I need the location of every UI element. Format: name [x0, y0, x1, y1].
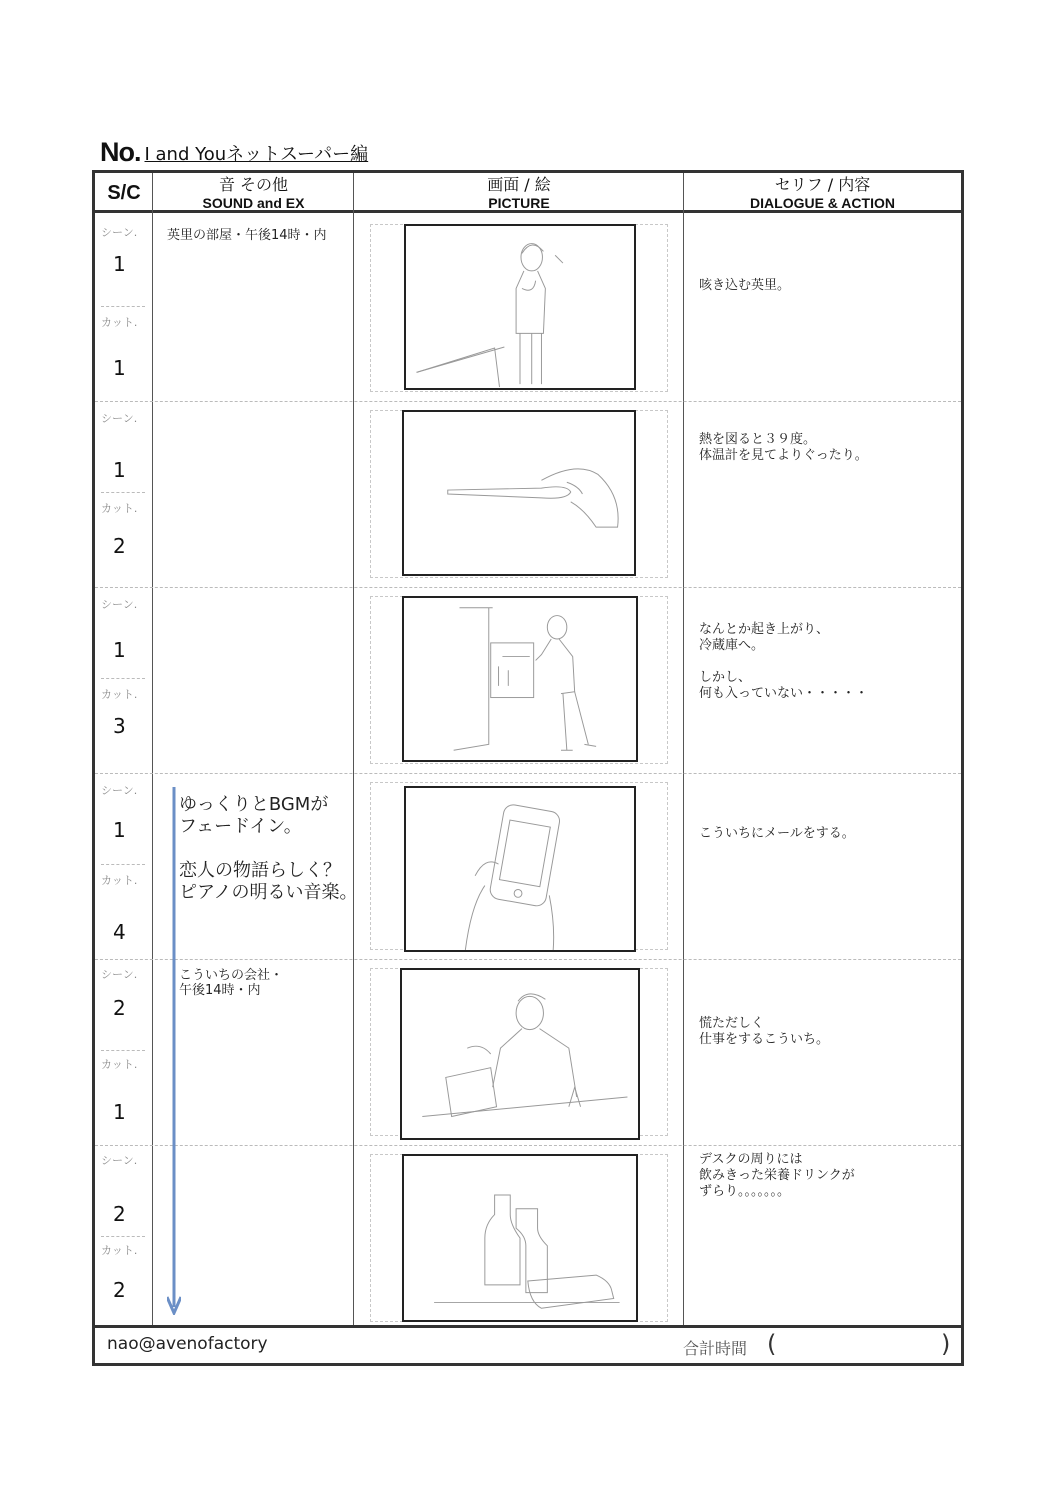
scene-number: 1 — [113, 818, 126, 842]
table-row — [95, 960, 961, 1146]
scene-number: 1 — [113, 252, 126, 276]
picture-frame — [402, 1154, 638, 1322]
sc-divider — [101, 1236, 145, 1237]
cut-label: カット. — [101, 502, 138, 515]
sketch-girl-coughing — [406, 226, 634, 388]
picture-frame — [404, 786, 636, 952]
picture-frame — [400, 968, 640, 1140]
total-time-close-paren: ) — [941, 1330, 951, 1358]
scene-number: 2 — [113, 1202, 126, 1226]
cut-label: カット. — [101, 874, 138, 887]
scene-label: シーン. — [101, 226, 138, 239]
scene-number: 1 — [113, 458, 126, 482]
project-title: I and Youネットスーパー編 — [144, 144, 369, 165]
storyboard-sheet — [92, 170, 964, 1366]
cut-number: 4 — [113, 920, 126, 944]
cut-label: カット. — [101, 316, 138, 329]
total-time-open-paren: ( — [767, 1330, 777, 1358]
scene-label: シーン. — [101, 598, 138, 611]
sketch-girl-at-fridge — [404, 598, 636, 760]
cut-number: 1 — [113, 356, 126, 380]
dialogue-text: 咳き込む英里。 — [699, 278, 791, 293]
sound-note: 英里の部屋・午後14時・内 — [167, 228, 327, 243]
dialogue-text: なんとか起き上がり、 冷蔵庫へ。 しかし、 何も入っていない・・・・・ — [699, 622, 869, 701]
table-row — [95, 216, 961, 402]
picture-frame — [402, 596, 638, 762]
header-picture-jp: 画面 / 絵 — [487, 175, 551, 194]
header-dialogue-jp: セリフ / 内容 — [774, 175, 871, 194]
storyboard-title — [100, 138, 368, 166]
dialogue-text: 熱を図ると３９度。 体温計を見てよりぐったり。 — [699, 432, 868, 463]
scene-label: シーン. — [101, 968, 138, 981]
cut-number: 2 — [113, 1278, 126, 1302]
scene-label: シーン. — [101, 784, 138, 797]
cut-label: カット. — [101, 688, 138, 701]
table-row — [95, 774, 961, 960]
scene-number: 2 — [113, 996, 126, 1020]
cut-number: 3 — [113, 714, 126, 738]
table-row — [95, 402, 961, 588]
sc-divider — [101, 306, 145, 307]
dialogue-text: デスクの周りには 飲みきった栄養ドリンクが ずらり。。。。。。。 — [699, 1152, 855, 1199]
sketch-empty-bottles — [404, 1156, 636, 1320]
author-credit: nao@avenofactory — [107, 1334, 268, 1354]
sound-note: ゆっくりとBGMが フェードイン。 恋人の物語らしく？ ピアノの明るい音楽。 — [179, 794, 358, 903]
column-header — [95, 173, 961, 213]
scene-label: シーン. — [101, 1154, 138, 1167]
cut-number: 1 — [113, 1100, 126, 1124]
sc-divider — [101, 1050, 145, 1051]
header-sc: S/C — [107, 182, 141, 204]
number-label: No. — [100, 137, 141, 167]
total-time-label: 合計時間 — [683, 1339, 748, 1358]
header-sound-jp: 音 その他 — [218, 175, 289, 194]
cut-label: カット. — [101, 1244, 138, 1257]
header-picture — [354, 173, 684, 213]
header-dialogue — [684, 173, 961, 213]
header-picture-en: PICTURE — [488, 195, 550, 211]
sketch-thermometer-in-hand — [404, 412, 634, 574]
continuation-arrow — [167, 787, 181, 1315]
picture-frame — [404, 224, 636, 390]
sketch-man-at-desk-on-phone — [402, 970, 638, 1138]
scene-number: 1 — [113, 638, 126, 662]
header-dialogue-en: DIALOGUE & ACTION — [750, 195, 895, 211]
header-sound — [153, 173, 354, 213]
table-row — [95, 588, 961, 774]
sketch-hand-holding-phone — [406, 788, 634, 950]
header-sound-en: SOUND and EX — [202, 195, 305, 211]
sc-divider — [101, 678, 145, 679]
dialogue-text: 慌ただしく 仕事をするこういち。 — [699, 1016, 830, 1047]
sc-divider — [101, 492, 145, 493]
footer — [95, 1325, 961, 1363]
sc-divider — [101, 864, 145, 865]
sound-note: こういちの会社・ 午後14時・内 — [179, 968, 284, 998]
table-row — [95, 1146, 961, 1328]
cut-label: カット. — [101, 1058, 138, 1071]
cut-number: 2 — [113, 534, 126, 558]
picture-frame — [402, 410, 636, 576]
dialogue-text: こういちにメールをする。 — [699, 826, 855, 841]
scene-label: シーン. — [101, 412, 138, 425]
